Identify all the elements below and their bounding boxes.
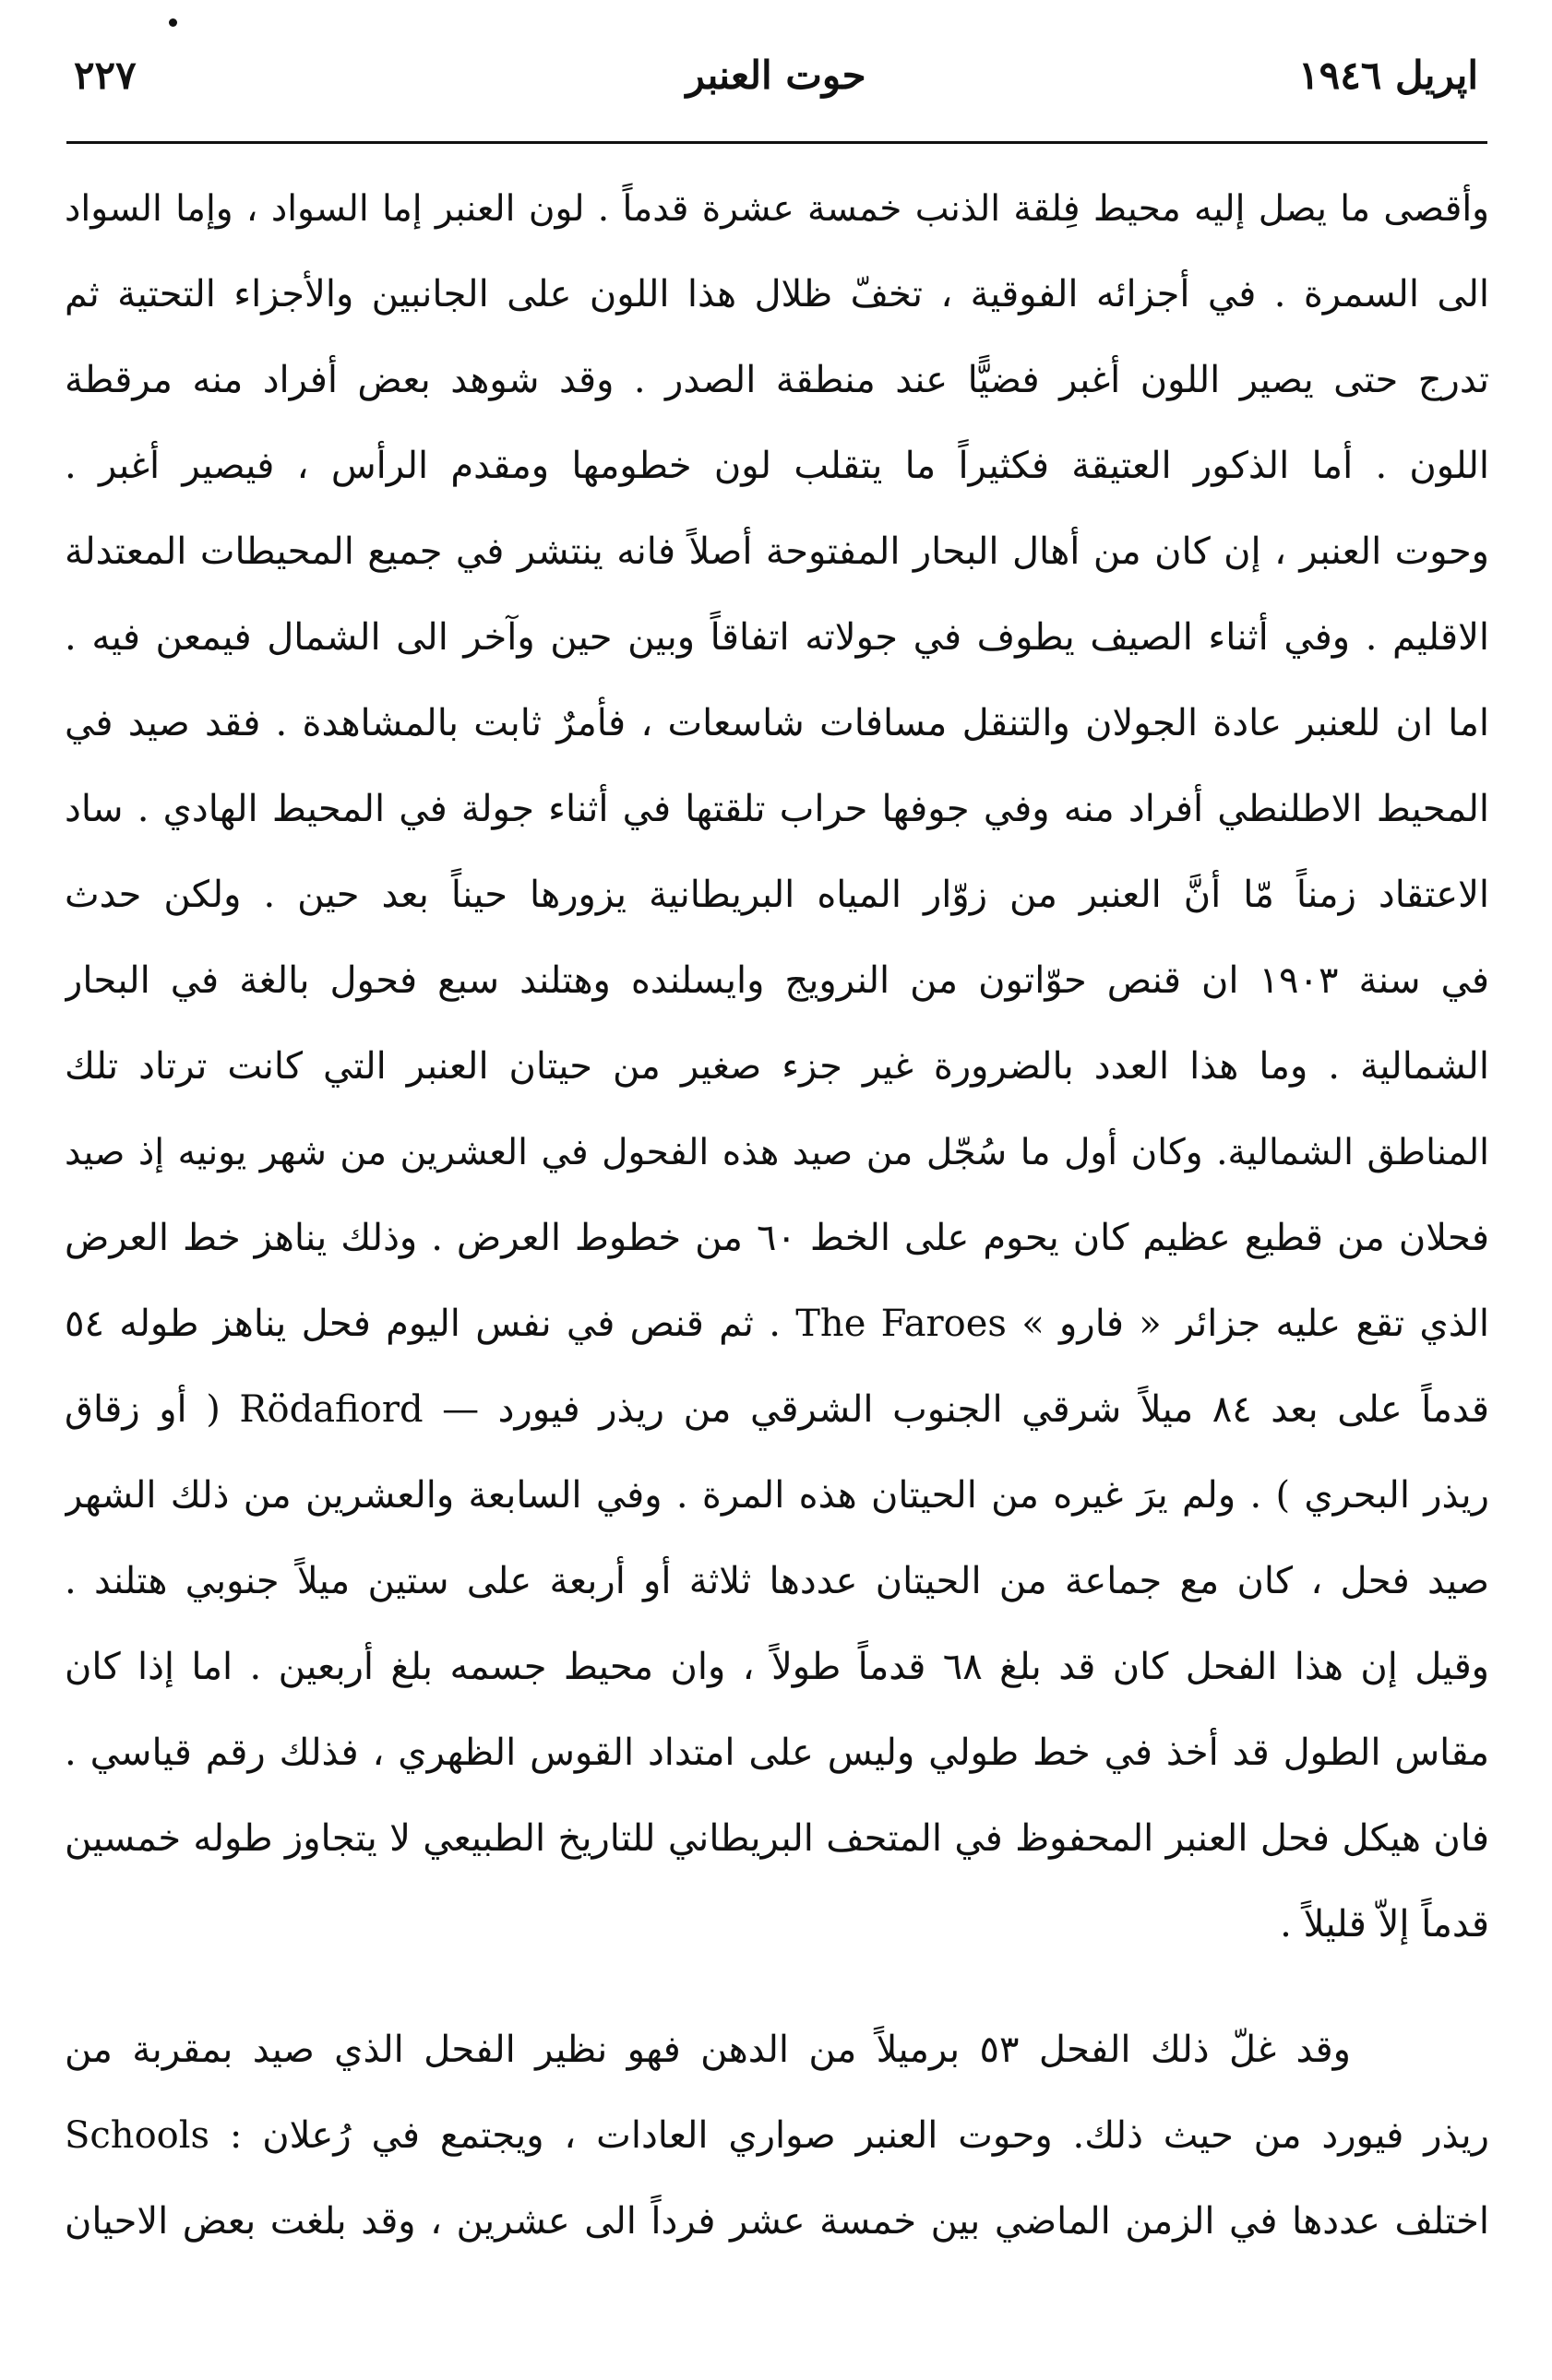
page-number: ٢٢٧ bbox=[74, 53, 137, 98]
text-line-last: قدماً إلاّ قليلاً . bbox=[1280, 1903, 1489, 1946]
running-header bbox=[74, 39, 1478, 113]
text-line: الاعتقاد زمناً مّا أنَّ العنبر من زوّار المياه البريطانية يزورها حيناً بعد حين . ولكن حدث bbox=[65, 874, 1489, 916]
text-line-indented: وقد غلّ ذلك الفحل ٥٣ برميلاً من الدهن فهو نظير الفحل الذي صيد بمقربة من bbox=[65, 2029, 1351, 2071]
text-line: مقاس الطول قد أخذ في خط طولي وليس على امتداد القوس الظهري ، فذلك رقم قياسي . bbox=[65, 1731, 1489, 1774]
text-line: في سنة ١٩٠٣ ان قنص حوّاتون من النرويج وايسلنده وهتلند سبع فحول بالغة في البحار bbox=[65, 959, 1489, 1002]
text-line: وحوت العنبر ، إن كان من أهال البحار المفتوحة أصلاً فانه ينتشر في جميع المحيطات المعتدلة bbox=[65, 530, 1489, 573]
text-line: الاقليم . وفي أثناء الصيف يطوف في جولاته اتفاقاً وبين حين وآخر الى الشمال فيمعن فيه . bbox=[65, 616, 1489, 659]
text-line: اما ان للعنبر عادة الجولان والتنقل مسافات شاسعات ، فأمرٌ ثابت بالمشاهدة . فقد صيد في bbox=[65, 702, 1489, 744]
text-line: ريذر فيورد من حيث ذلك. وحوت العنبر صواري العادات ، ويجتمع في رُعلان : Schools bbox=[65, 2114, 1489, 2157]
text-line: فحلان من قطيع عظيم كان يحوم على الخط ٦٠ من خطوط العرض . وذلك يناهز خط العرض bbox=[65, 1217, 1489, 1259]
text-line: ريذر البحري ) . ولم يرَ غيره من الحيتان هذه المرة . وفي السابعة والعشرين من ذلك الشهر bbox=[65, 1474, 1489, 1517]
text-line: وقيل إن هذا الفحل كان قد بلغ ٦٨ قدماً طولاً ، وان محيط جسمه بلغ أربعين . اما إذا كان bbox=[65, 1646, 1489, 1688]
text-line: الى السمرة . في أجزائه الفوقية ، تخفّ ظلال هذا اللون على الجانبين والأجزاء التحتية ثم bbox=[65, 273, 1489, 315]
text-line: قدماً على بعد ٨٤ ميلاً شرقي الجنوب الشرقي من ريذر فيورد — Rödafiord ( أو زقاق bbox=[65, 1388, 1489, 1431]
print-speck-dot bbox=[169, 18, 177, 27]
text-line: وأقصى ما يصل إليه محيط فِلقة الذنب خمسة عشرة قدماً . لون العنبر إما السواد ، وإما السواد bbox=[65, 188, 1489, 230]
text-line: فان هيكل فحل العنبر المحفوظ في المتحف البريطاني للتاريخ الطبيعي لا يتجاوز طوله خمسين bbox=[65, 1817, 1489, 1860]
text-line: المناطق الشمالية. وكان أول ما سُجّل من صيد هذه الفحول في العشرين من شهر يونيه إذ صيد bbox=[65, 1132, 1489, 1173]
paragraph-1 bbox=[65, 166, 1489, 1968]
paragraph-gap bbox=[65, 1968, 1489, 2007]
header-divider bbox=[66, 141, 1487, 144]
paragraph-2 bbox=[65, 2007, 1489, 2265]
header-title: حوت العنبر bbox=[686, 53, 866, 98]
text-line: اللون . أما الذكور العتيقة فكثيراً ما يتقلب لون خطومها ومقدم الرأس ، فيصير أغبر . bbox=[65, 445, 1489, 487]
text-line: الذي تقع عليه جزائر « فارو » The Faroes . ثم قنص في نفس اليوم فحل يناهز طوله ٥٤ bbox=[65, 1303, 1489, 1345]
text-line: تدرج حتى يصير اللون أغبر فضيًّا عند منطقة الصدر . وقد شوهد بعض أفراد منه مرقطة bbox=[65, 359, 1489, 401]
text-line: اختلف عددها في الزمن الماضي بين خمسة عشر فرداً الى عشرين ، وقد بلغت بعض الاحيان bbox=[65, 2200, 1489, 2243]
article-body bbox=[65, 166, 1489, 2265]
text-line: الشمالية . وما هذا العدد بالضرورة غير جزء صغير من حيتان العنبر التي كانت ترتاد تلك bbox=[65, 1045, 1489, 1088]
text-line: صيد فحل ، كان مع جماعة من الحيتان عددها ثلاثة أو أربعة على ستين ميلاً جنوبي هتلند . bbox=[65, 1560, 1489, 1602]
header-date: اپريل ١٩٤٦ bbox=[1298, 53, 1478, 98]
text-line: المحيط الاطلنطي أفراد منه وفي جوفها حراب تلقتها في أثناء جولة في المحيط الهادي . ساد bbox=[65, 788, 1489, 830]
